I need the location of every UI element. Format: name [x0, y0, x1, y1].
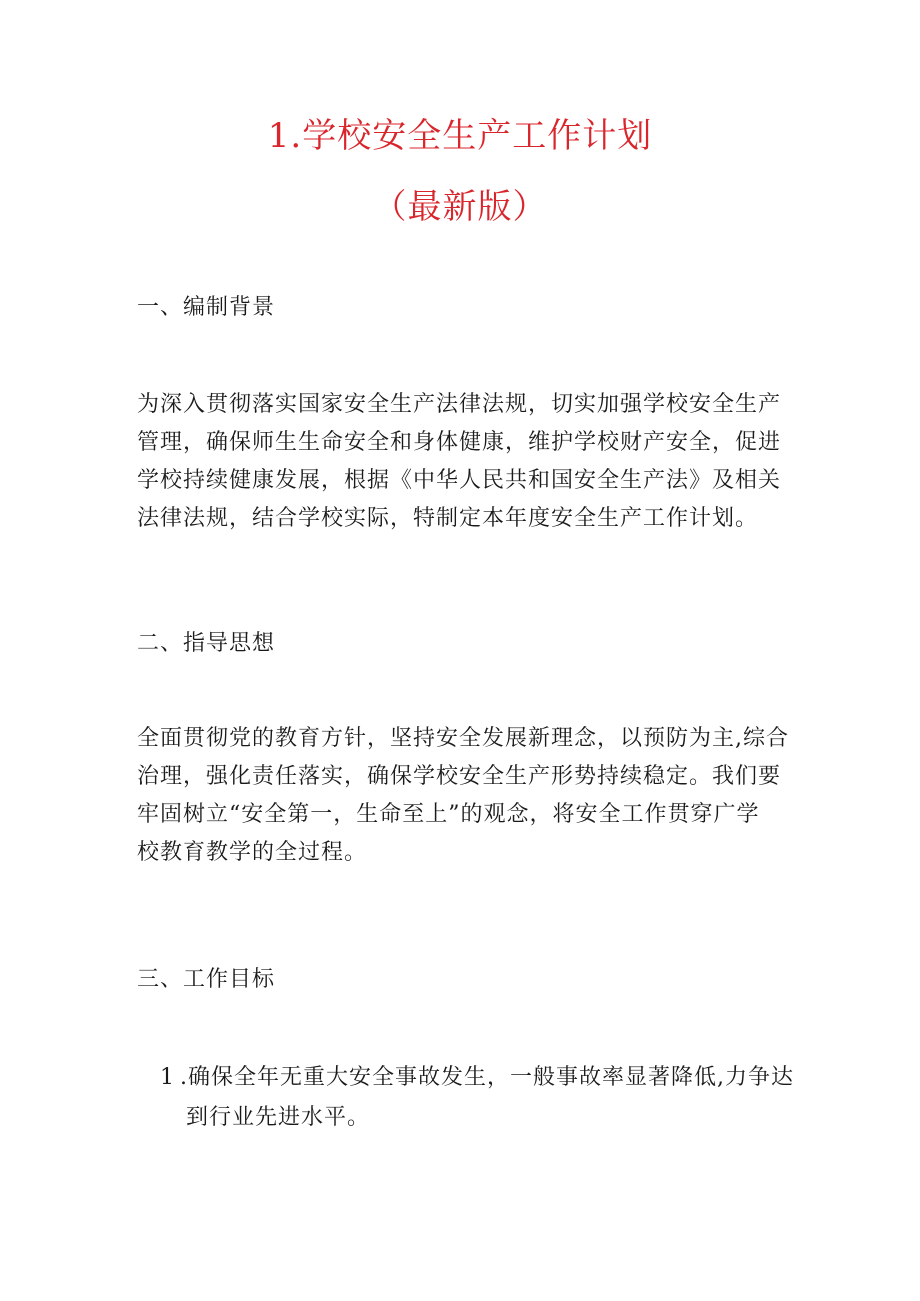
paragraph-line: 校教育教学的全过程。 — [137, 840, 368, 865]
paragraph-line: 学校持续健康发展，根据《中华人民共和国安全生产法》及相关 — [137, 468, 782, 493]
list-item-number: 1 — [160, 1065, 175, 1090]
section-heading-guiding-ideology: 二、指导思想 — [137, 631, 276, 656]
section-heading-background: 一、编制背景 — [137, 295, 276, 320]
paragraph-line: 管理，确保师生生命安全和身体健康，维护学校财产安全，促进 — [137, 430, 782, 455]
list-item-line: .确保全年无重大安全事故发生，一般事故率显著降低,力争达 — [180, 1065, 794, 1090]
section-heading-work-goals: 三、工作目标 — [137, 967, 276, 992]
section-paragraph-guiding-ideology — [137, 720, 787, 872]
document-title: 1.学校安全生产工作计划 — [267, 116, 653, 156]
list-item-line: 到行业先进水平。 — [186, 1105, 371, 1130]
paragraph-line: 为深入贯彻落实国家安全生产法律法规，切实加强学校安全生产 — [137, 392, 782, 417]
paragraph-line: 治理，强化责任落实，确保学校安全生产形势持续稳定。我们要 — [137, 764, 782, 789]
list-item-goal-1 — [160, 1058, 800, 1138]
paragraph-line: 牢固树立“安全第一，生命至上”的观念，将安全工作贯穿广学 — [137, 802, 760, 827]
section-paragraph-background — [137, 386, 787, 538]
document-subtitle: （最新版） — [372, 187, 548, 227]
paragraph-line: 全面贯彻党的教育方针，坚持安全发展新理念，以预防为主,综合 — [137, 726, 789, 751]
paragraph-line: 法律法规，结合学校实际，特制定本年度安全生产工作计划。 — [137, 506, 759, 531]
